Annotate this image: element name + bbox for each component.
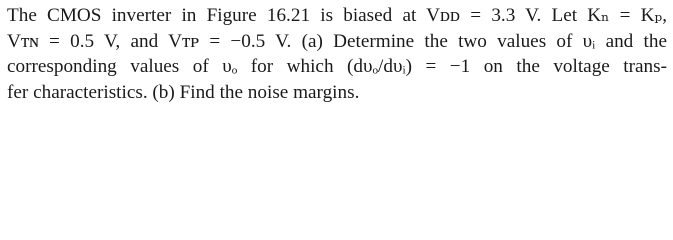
problem-line-2: Vᴛɴ = 0.5 V, and Vᴛᴘ = −0.5 V. (a) Determine the two values of υᵢ and the xyxy=(7,30,667,52)
problem-statement xyxy=(0,0,673,109)
problem-line-4: fer characteristics. (b) Find the noise margins. xyxy=(7,81,360,103)
problem-line-3: corresponding values of υₒ for which (dυₒ/dυᵢ) = −1 on the voltage trans- xyxy=(7,56,667,78)
problem-line-1: The CMOS inverter in Figure 16.21 is biased at Vᴅᴅ = 3.3 V. Let Kₙ = Kₚ, xyxy=(7,5,667,26)
